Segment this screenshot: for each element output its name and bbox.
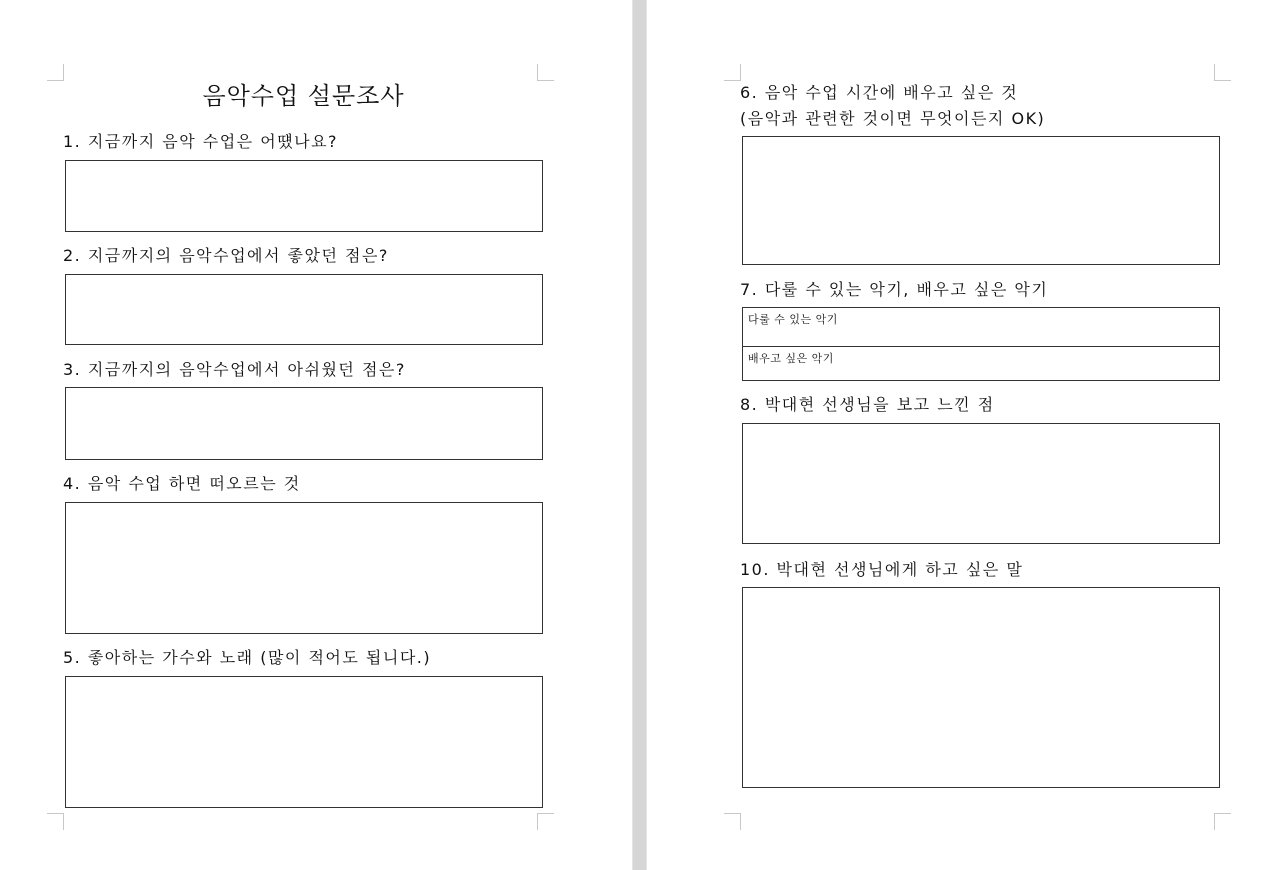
question-6-sublabel: (음악과 관련한 것이면 무엇이든지 OK) (740, 109, 1046, 128)
answer-box-3[interactable] (65, 387, 543, 460)
answer-box-10[interactable] (742, 587, 1220, 788)
answer-box-5[interactable] (65, 676, 543, 808)
question-8-label: 8. 박대현 선생님을 보고 느낀 점 (740, 395, 995, 414)
answer-table-7 (742, 307, 1220, 381)
question-6-label: 6. 음악 수업 시간에 배우고 싶은 것 (740, 83, 1019, 102)
document-title: 음악수업 설문조사 (202, 82, 405, 110)
answer-box-8[interactable] (742, 423, 1220, 544)
page-gutter (632, 0, 647, 870)
crop-mark-bottom-right (537, 813, 554, 830)
instruments-want-to-learn-label: 배우고 싶은 악기 (748, 352, 834, 365)
document-page-2 (647, 0, 1280, 870)
question-4-label: 4. 음악 수업 하면 떠오르는 것 (63, 474, 301, 493)
instruments-can-play-label: 다룰 수 있는 악기 (748, 313, 838, 326)
answer-box-6[interactable] (742, 136, 1220, 265)
answer-box-4[interactable] (65, 502, 543, 634)
crop-mark-bottom-left (724, 813, 741, 830)
instruments-want-to-learn-cell[interactable] (743, 347, 1219, 380)
question-7-label: 7. 다룰 수 있는 악기, 배우고 싶은 악기 (740, 280, 1049, 299)
document-page-1 (0, 0, 632, 870)
question-2-label: 2. 지금까지의 음악수업에서 좋았던 점은? (63, 246, 389, 265)
question-3-label: 3. 지금까지의 음악수업에서 아쉬웠던 점은? (63, 360, 406, 379)
crop-mark-top-left (724, 64, 741, 81)
crop-mark-bottom-left (47, 813, 64, 830)
question-1-label: 1. 지금까지 음악 수업은 어떘나요? (63, 132, 339, 151)
question-5-label: 5. 좋아하는 가수와 노래 (많이 적어도 됩니다.) (63, 648, 432, 667)
instruments-can-play-cell[interactable] (743, 308, 1219, 347)
answer-box-2[interactable] (65, 274, 543, 345)
crop-mark-top-right (1214, 64, 1231, 81)
crop-mark-bottom-right (1214, 813, 1231, 830)
crop-mark-top-left (47, 64, 64, 81)
question-10-label: 10. 박대현 선생님에게 하고 싶은 말 (740, 560, 1024, 579)
answer-box-1[interactable] (65, 160, 543, 232)
